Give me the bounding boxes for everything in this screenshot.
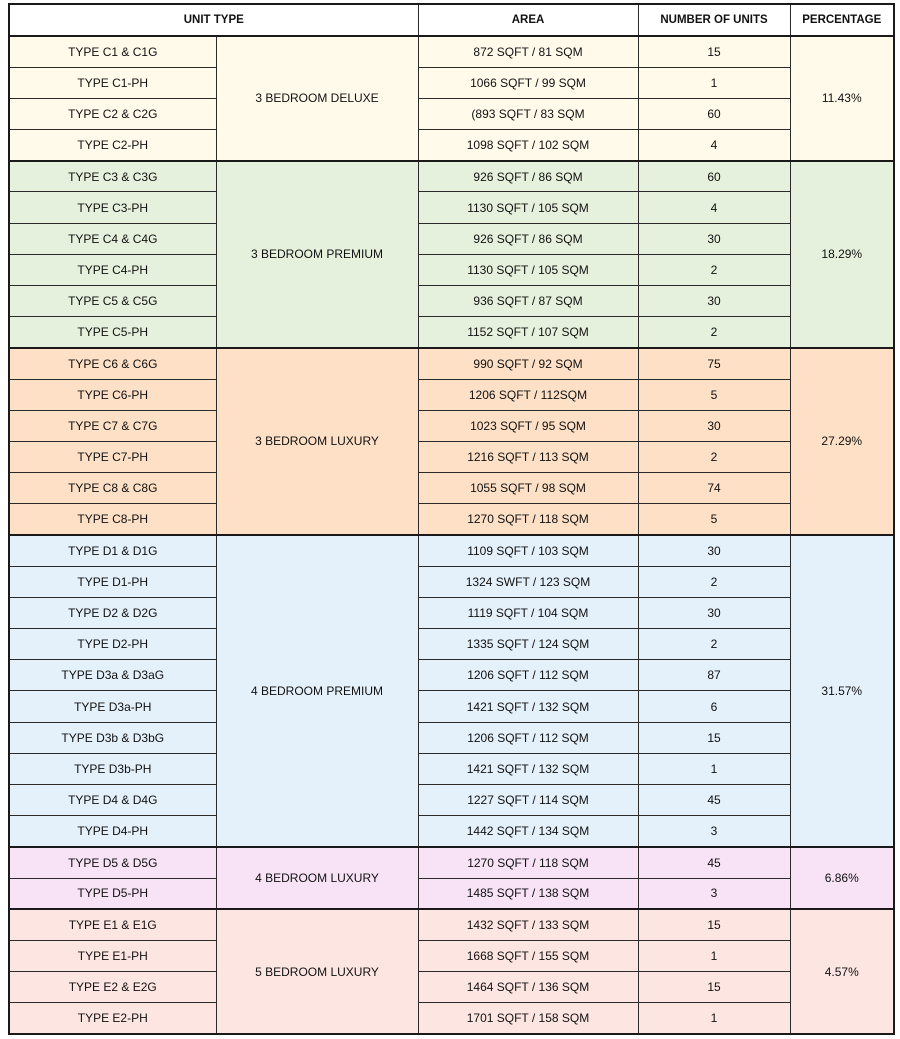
unit-type-cell: TYPE E2 & E2G (9, 972, 216, 1003)
area-cell: 1206 SQFT / 112 SQM (418, 660, 638, 691)
unit-category-cell: 3 BEDROOM LUXURY (216, 348, 418, 535)
unit-category-cell: 3 BEDROOM DELUXE (216, 36, 418, 161)
table-row (9, 192, 894, 223)
area-cell: 1335 SQFT / 124 SQM (418, 629, 638, 660)
number-of-units-cell: 30 (638, 286, 790, 317)
unit-type-cell: TYPE E1-PH (9, 940, 216, 971)
area-cell: 1023 SQFT / 95 SQM (418, 410, 638, 441)
unit-category-cell: 4 BEDROOM PREMIUM (216, 535, 418, 847)
unit-type-cell: TYPE C7 & C7G (9, 410, 216, 441)
table-row (9, 223, 894, 254)
unit-type-cell: TYPE C3 & C3G (9, 161, 216, 192)
number-of-units-cell: 2 (638, 254, 790, 285)
number-of-units-cell: 60 (638, 161, 790, 192)
area-cell: 1432 SQFT / 133 SQM (418, 909, 638, 940)
table-row (9, 878, 894, 909)
number-of-units-cell: 30 (638, 410, 790, 441)
unit-type-cell: TYPE C8 & C8G (9, 473, 216, 504)
table-row (9, 410, 894, 441)
header-unit-type: UNIT TYPE (9, 4, 418, 36)
number-of-units-cell: 4 (638, 130, 790, 161)
number-of-units-cell: 15 (638, 972, 790, 1003)
unit-type-cell: TYPE D1 & D1G (9, 535, 216, 566)
unit-type-cell: TYPE C6-PH (9, 379, 216, 410)
unit-type-cell: TYPE D3a-PH (9, 691, 216, 722)
number-of-units-cell: 87 (638, 660, 790, 691)
area-cell: 1270 SQFT / 118 SQM (418, 847, 638, 878)
unit-type-cell: TYPE D5 & D5G (9, 847, 216, 878)
area-cell: 1206 SQFT / 112SQM (418, 379, 638, 410)
area-cell: 1485 SQFT / 138 SQM (418, 878, 638, 909)
unit-type-cell: TYPE C6 & C6G (9, 348, 216, 379)
percentage-cell: 11.43% (790, 36, 894, 161)
area-cell: 926 SQFT / 86 SQM (418, 223, 638, 254)
area-cell: 1216 SQFT / 113 SQM (418, 441, 638, 472)
area-cell: (893 SQFT / 83 SQM (418, 98, 638, 129)
table-row (9, 254, 894, 285)
table-row (9, 1003, 894, 1034)
unit-type-cell: TYPE C8-PH (9, 504, 216, 535)
area-cell: 1066 SQFT / 99 SQM (418, 67, 638, 98)
area-cell: 926 SQFT / 86 SQM (418, 161, 638, 192)
percentage-cell: 27.29% (790, 348, 894, 535)
number-of-units-cell: 2 (638, 629, 790, 660)
unit-type-cell: TYPE D3b-PH (9, 753, 216, 784)
table-row (9, 909, 894, 940)
number-of-units-cell: 75 (638, 348, 790, 379)
area-cell: 1109 SQFT / 103 SQM (418, 535, 638, 566)
table-row (9, 161, 894, 192)
percentage-cell: 18.29% (790, 161, 894, 348)
table-row (9, 972, 894, 1003)
area-cell: 1442 SQFT / 134 SQM (418, 816, 638, 847)
table-row (9, 629, 894, 660)
number-of-units-cell: 5 (638, 504, 790, 535)
unit-type-cell: TYPE C7-PH (9, 441, 216, 472)
percentage-cell: 31.57% (790, 535, 894, 847)
table-row (9, 847, 894, 878)
table-row (9, 504, 894, 535)
table-row (9, 753, 894, 784)
table-row (9, 317, 894, 348)
percentage-cell: 4.57% (790, 909, 894, 1034)
table-row (9, 130, 894, 161)
area-cell: 1098 SQFT / 102 SQM (418, 130, 638, 161)
table-row (9, 441, 894, 472)
area-cell: 1701 SQFT / 158 SQM (418, 1003, 638, 1034)
area-cell: 1119 SQFT / 104 SQM (418, 597, 638, 628)
number-of-units-cell: 1 (638, 1003, 790, 1034)
area-cell: 1130 SQFT / 105 SQM (418, 254, 638, 285)
unit-type-cell: TYPE D3b & D3bG (9, 722, 216, 753)
table-row (9, 660, 894, 691)
table-row (9, 36, 894, 67)
table-row (9, 379, 894, 410)
table-row (9, 98, 894, 129)
table-row (9, 816, 894, 847)
table-row (9, 722, 894, 753)
unit-type-cell: TYPE E1 & E1G (9, 909, 216, 940)
table-header (9, 4, 894, 36)
unit-category-cell: 3 BEDROOM PREMIUM (216, 161, 418, 348)
number-of-units-cell: 4 (638, 192, 790, 223)
unit-mix-table (8, 3, 895, 1035)
area-cell: 1055 SQFT / 98 SQM (418, 473, 638, 504)
number-of-units-cell: 2 (638, 441, 790, 472)
area-cell: 936 SQFT / 87 SQM (418, 286, 638, 317)
unit-type-cell: TYPE D3a & D3aG (9, 660, 216, 691)
number-of-units-cell: 45 (638, 847, 790, 878)
unit-category-cell: 5 BEDROOM LUXURY (216, 909, 418, 1034)
table-row (9, 691, 894, 722)
unit-type-cell: TYPE D4-PH (9, 816, 216, 847)
unit-type-cell: TYPE E2-PH (9, 1003, 216, 1034)
table-row (9, 785, 894, 816)
percentage-cell: 6.86% (790, 847, 894, 909)
unit-type-cell: TYPE D2-PH (9, 629, 216, 660)
number-of-units-cell: 2 (638, 566, 790, 597)
unit-type-cell: TYPE D4 & D4G (9, 785, 216, 816)
unit-type-cell: TYPE C5 & C5G (9, 286, 216, 317)
header-number-of-units: NUMBER OF UNITS (638, 4, 790, 36)
table-row (9, 940, 894, 971)
area-cell: 1464 SQFT / 136 SQM (418, 972, 638, 1003)
unit-type-cell: TYPE C1-PH (9, 67, 216, 98)
table-row (9, 566, 894, 597)
area-cell: 1421 SQFT / 132 SQM (418, 753, 638, 784)
unit-type-cell: TYPE D1-PH (9, 566, 216, 597)
number-of-units-cell: 2 (638, 317, 790, 348)
area-cell: 1130 SQFT / 105 SQM (418, 192, 638, 223)
number-of-units-cell: 74 (638, 473, 790, 504)
unit-type-cell: TYPE C5-PH (9, 317, 216, 348)
table-row (9, 597, 894, 628)
unit-type-cell: TYPE C4-PH (9, 254, 216, 285)
unit-type-cell: TYPE C1 & C1G (9, 36, 216, 67)
unit-type-cell: TYPE C4 & C4G (9, 223, 216, 254)
area-cell: 1206 SQFT / 112 SQM (418, 722, 638, 753)
table-row (9, 348, 894, 379)
number-of-units-cell: 1 (638, 753, 790, 784)
table-row (9, 67, 894, 98)
header-percentage: PERCENTAGE (790, 4, 894, 36)
header-area: AREA (418, 4, 638, 36)
number-of-units-cell: 3 (638, 878, 790, 909)
unit-type-cell: TYPE D5-PH (9, 878, 216, 909)
number-of-units-cell: 1 (638, 940, 790, 971)
table-body (9, 36, 894, 1034)
number-of-units-cell: 3 (638, 816, 790, 847)
number-of-units-cell: 15 (638, 36, 790, 67)
table-row (9, 473, 894, 504)
table-row (9, 286, 894, 317)
area-cell: 1668 SQFT / 155 SQM (418, 940, 638, 971)
area-cell: 1227 SQFT / 114 SQM (418, 785, 638, 816)
unit-type-cell: TYPE C3-PH (9, 192, 216, 223)
area-cell: 1270 SQFT / 118 SQM (418, 504, 638, 535)
number-of-units-cell: 60 (638, 98, 790, 129)
area-cell: 1421 SQFT / 132 SQM (418, 691, 638, 722)
table-row (9, 535, 894, 566)
header-row (9, 4, 894, 36)
unit-type-cell: TYPE C2 & C2G (9, 98, 216, 129)
area-cell: 990 SQFT / 92 SQM (418, 348, 638, 379)
unit-type-cell: TYPE C2-PH (9, 130, 216, 161)
number-of-units-cell: 1 (638, 67, 790, 98)
number-of-units-cell: 30 (638, 223, 790, 254)
area-cell: 1324 SWFT / 123 SQM (418, 566, 638, 597)
number-of-units-cell: 15 (638, 722, 790, 753)
unit-type-cell: TYPE D2 & D2G (9, 597, 216, 628)
number-of-units-cell: 5 (638, 379, 790, 410)
number-of-units-cell: 15 (638, 909, 790, 940)
area-cell: 1152 SQFT / 107 SQM (418, 317, 638, 348)
number-of-units-cell: 30 (638, 597, 790, 628)
unit-category-cell: 4 BEDROOM LUXURY (216, 847, 418, 909)
number-of-units-cell: 45 (638, 785, 790, 816)
number-of-units-cell: 30 (638, 535, 790, 566)
area-cell: 872 SQFT / 81 SQM (418, 36, 638, 67)
number-of-units-cell: 6 (638, 691, 790, 722)
